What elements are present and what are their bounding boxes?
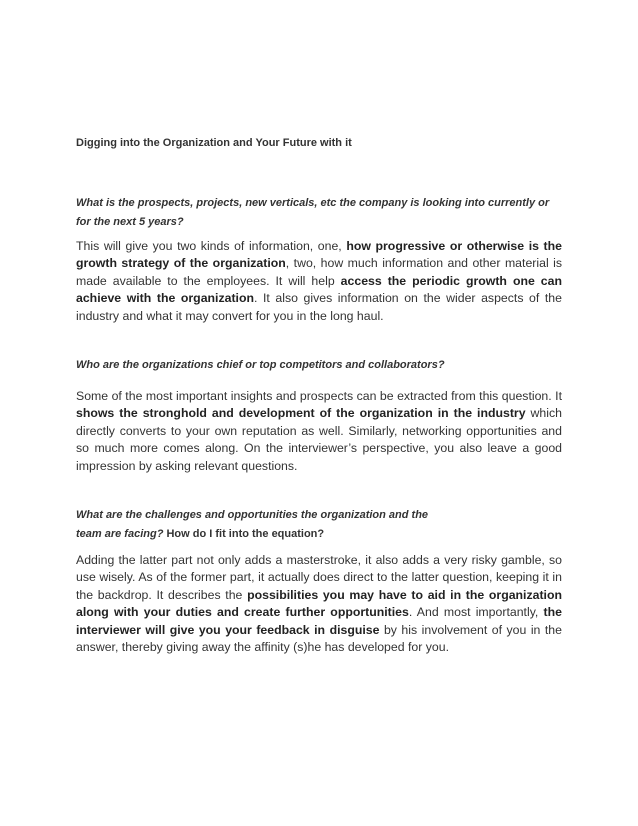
paragraph-text: . And most importantly, (408, 605, 544, 620)
question-challenges (76, 506, 456, 544)
question-competitors: Who are the organizations chief or top competitors and collaborators? (76, 359, 445, 371)
paragraph-text: , two, how much information and other material is made available to the employees. It will help (76, 256, 563, 288)
paragraph-competitors (76, 388, 562, 475)
paragraph-emphasis: how progressive or otherwise is the growth strategy of the organization (76, 239, 563, 271)
paragraph-emphasis: access the periodic growth one can achieve with the organization (76, 273, 562, 306)
paragraph-prospects (76, 238, 562, 325)
paragraph-text: This will give you two kinds of information, one, (76, 239, 347, 253)
paragraph-emphasis: possibilities you may have to aid in the organization along with your duties and create further opportunities (76, 587, 562, 620)
paragraph-emphasis: the interviewer will give you your feedback in disguise (76, 605, 562, 637)
paragraph-text: Some of the most important insights and prospects can be extracted from this question. It (76, 389, 562, 403)
paragraph-text: by his involvement of you in the answer, thereby giving away the affinity (s)he has developed for you. (76, 622, 562, 655)
paragraph-emphasis: shows the stronghold and development of the organization in the industry (76, 406, 526, 421)
question-prospects: What is the prospects, projects, new verticals, etc the company is looking into currently or for the next 5 years? (76, 197, 550, 228)
paragraph-text: which directly converts to your own reputation as well. Similarly, networking opportunities and so much more comes along. On the interviewer’s perspective, you also leave a good impression by asking relevant questions. (76, 406, 562, 473)
paragraph-text: Adding the latter part not only adds a masterstroke, it also adds a very risky gamble, so use wisely. As of the former part, it actually does direct to the latter question, keeping it in the backdrop. It describes the (76, 553, 562, 602)
document-title: Digging into the Organization and Your Future with it (76, 137, 352, 149)
paragraph-challenges (76, 552, 562, 656)
question-italic-part: What are the challenges and opportunities the organization and the team are facing? (76, 509, 429, 540)
paragraph-text: . It also gives information on the wider aspects of the industry and what it may convert for you in the long haul. (76, 291, 562, 323)
question-tail: How do I fit into the equation? (163, 528, 325, 540)
